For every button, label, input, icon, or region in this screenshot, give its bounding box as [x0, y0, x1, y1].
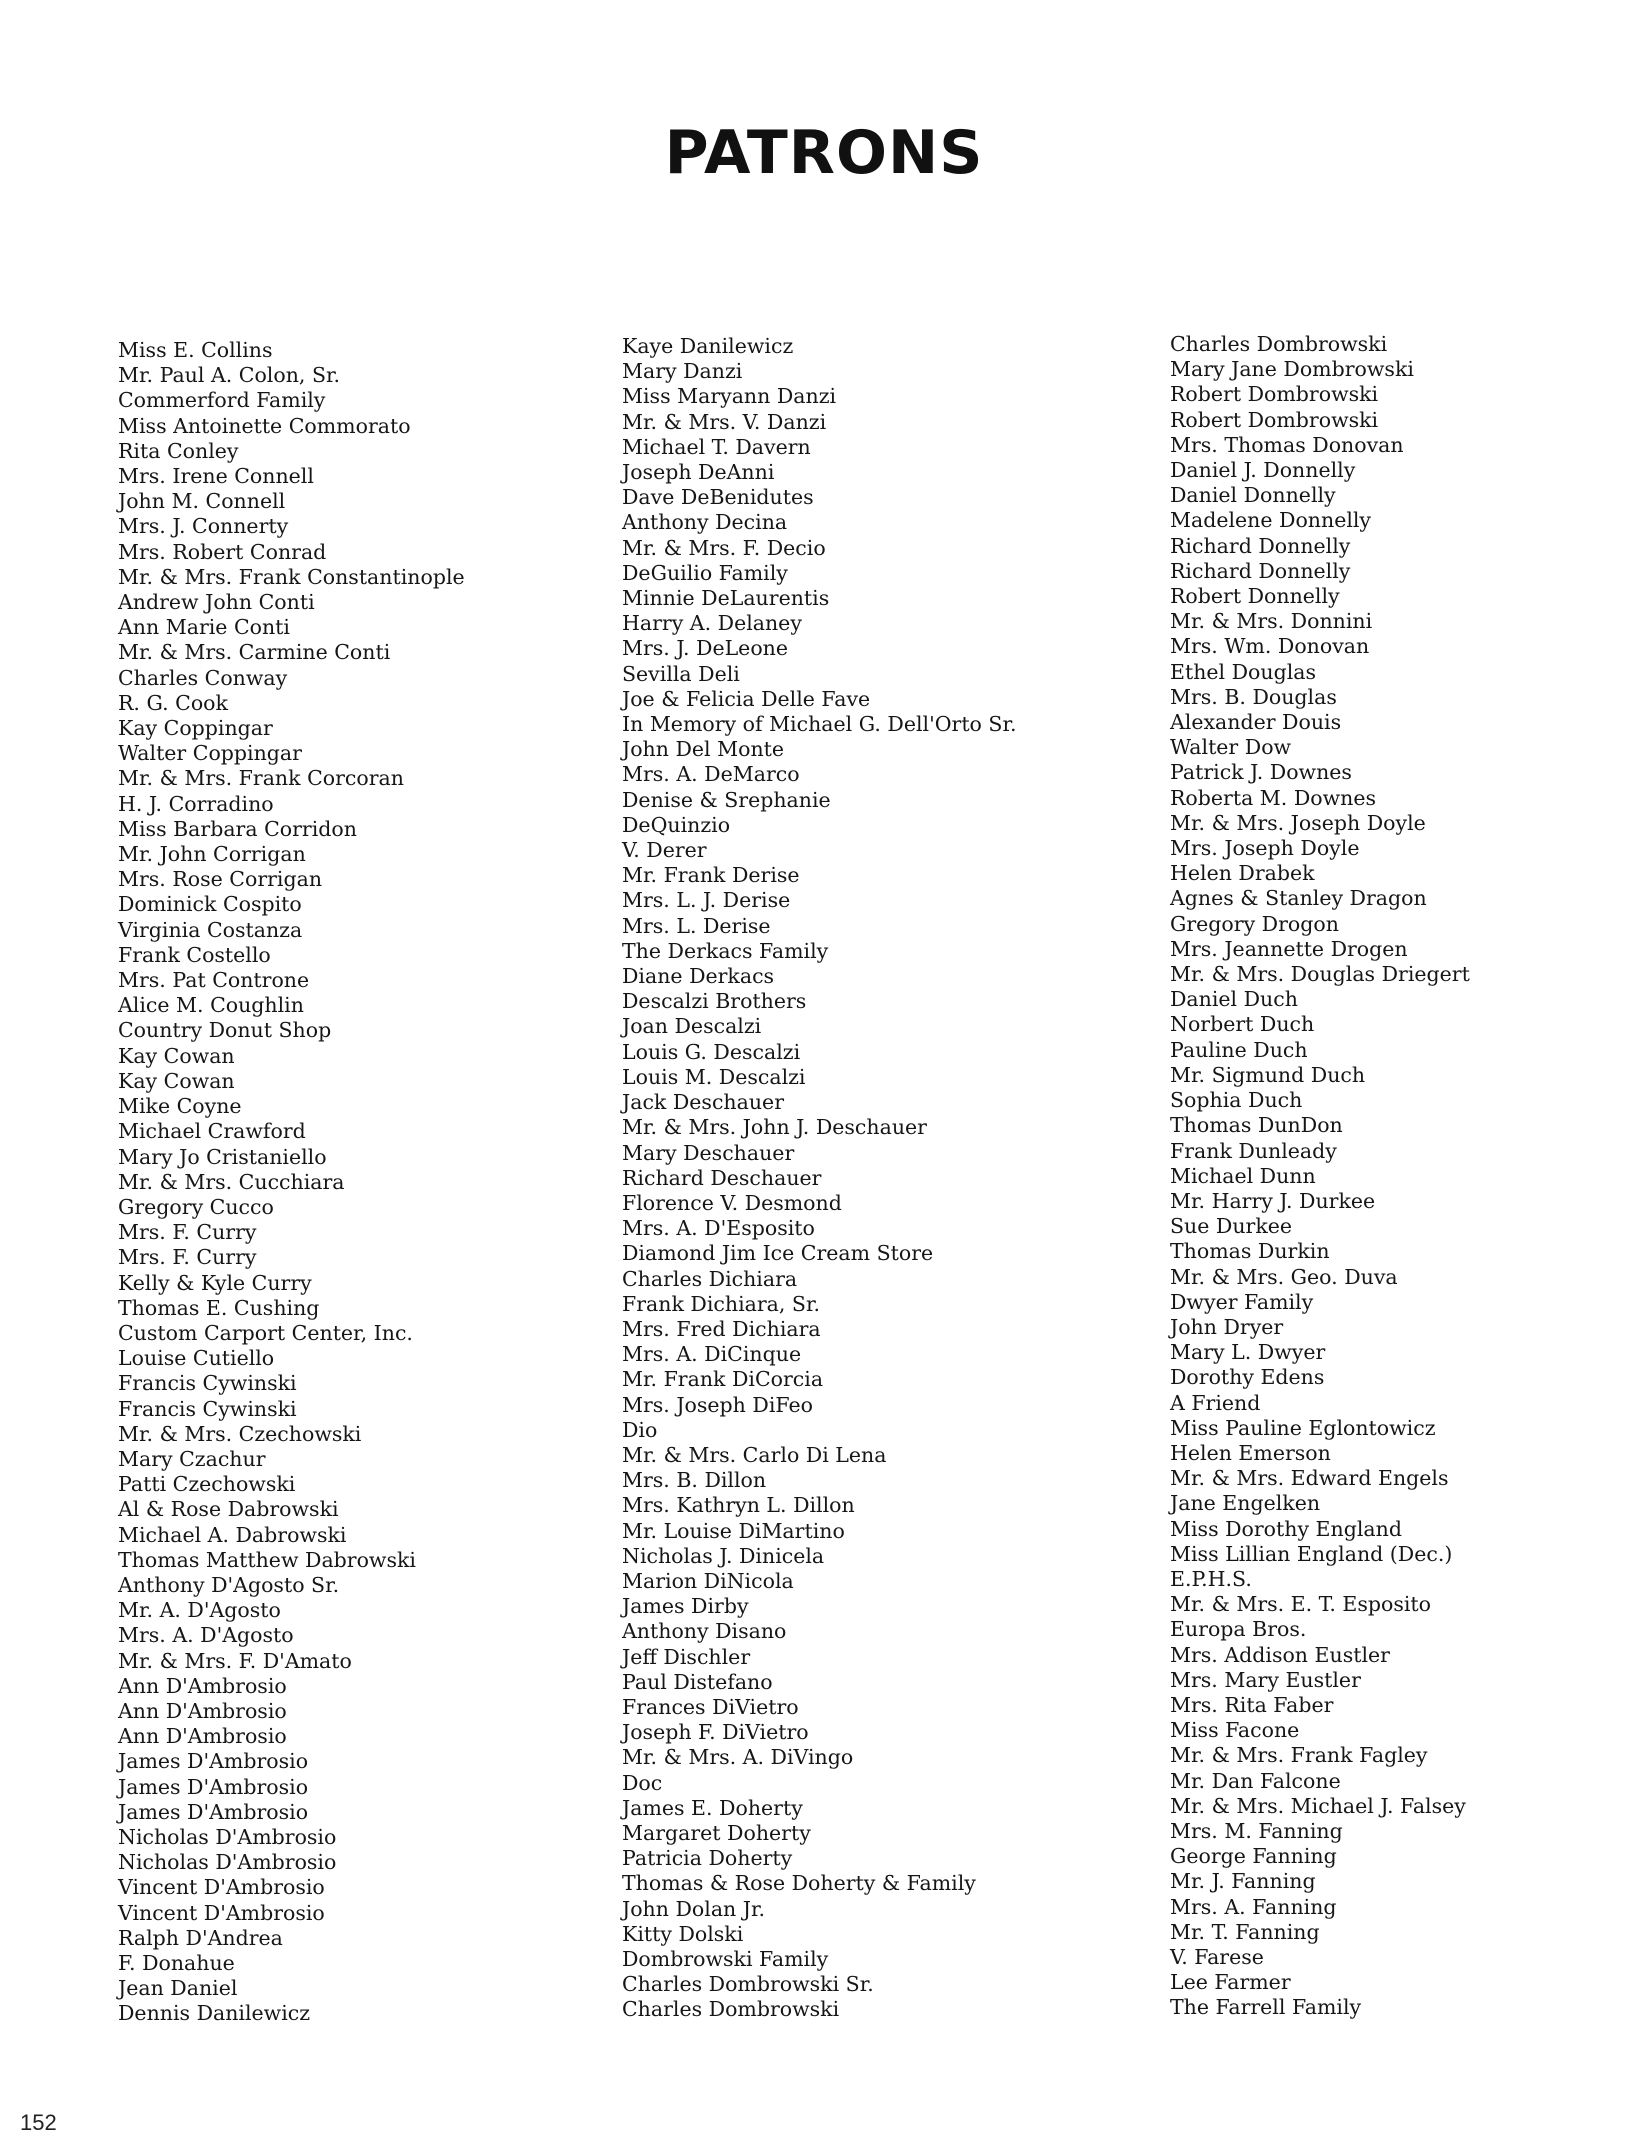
- patron-column-1: [118, 338, 465, 2027]
- patron-name: Custom Carport Center, Inc.: [118, 1320, 413, 1345]
- patron-name: Francis Cywinski: [118, 1396, 297, 1421]
- patron-column-2: [622, 334, 1017, 2023]
- patron-name: Mrs. B. Douglas: [1170, 684, 1337, 709]
- patron-name: Thomas DunDon: [1170, 1113, 1343, 1138]
- patron-name: Doc: [622, 1770, 663, 1795]
- patron-name: Miss Pauline Eglontowicz: [1170, 1415, 1436, 1440]
- patron-name: Thomas E. Cushing: [118, 1295, 320, 1320]
- patron-name: Miss Barbara Corridon: [118, 816, 357, 841]
- patron-name: Nicholas D'Ambrosio: [118, 1824, 337, 1849]
- patron-name: Anthony Decina: [622, 510, 788, 535]
- patron-name: Sue Durkee: [1170, 1214, 1293, 1239]
- patron-name: Mrs. Joseph DiFeo: [622, 1392, 813, 1417]
- patron-name: E.P.H.S.: [1170, 1566, 1252, 1591]
- patron-name: Walter Coppingar: [118, 741, 302, 766]
- patron-name: Mr. & Mrs. F. Decio: [622, 535, 826, 560]
- patron-name: Robert Dombrowski: [1170, 407, 1379, 432]
- patron-name: Michael T. Davern: [622, 434, 811, 459]
- patron-name: Mr. & Mrs. Michael J. Falsey: [1170, 1793, 1466, 1818]
- patron-name: Mrs. A. D'Agosto: [118, 1623, 294, 1648]
- patron-name: Harry A. Delaney: [622, 611, 802, 636]
- patron-name: Michael Crawford: [118, 1119, 306, 1144]
- patron-name: Mr. & Mrs. V. Danzi: [622, 409, 827, 434]
- patron-name: Ralph D'Andrea: [118, 1925, 283, 1950]
- patron-name: Mrs. Wm. Donovan: [1170, 634, 1370, 659]
- patron-name: Anthony D'Agosto Sr.: [118, 1572, 340, 1597]
- patron-name: Joseph F. DiVietro: [622, 1720, 809, 1745]
- patron-name: Mr. Dan Falcone: [1170, 1768, 1341, 1793]
- patron-name: Mr. Paul A. Colon, Sr.: [118, 363, 341, 388]
- patron-name: Descalzi Brothers: [622, 989, 807, 1014]
- patron-name: Mrs. Rita Faber: [1170, 1692, 1334, 1717]
- patron-name: Daniel Duch: [1170, 987, 1298, 1012]
- patron-name: Robert Dombrowski: [1170, 382, 1379, 407]
- patron-name: Norbert Duch: [1170, 1012, 1315, 1037]
- patron-name: Jean Daniel: [118, 1976, 238, 2001]
- patron-name: Andrew John Conti: [118, 590, 315, 615]
- patron-name: Sophia Duch: [1170, 1088, 1303, 1113]
- patron-name: Mrs. Fred Dichiara: [622, 1316, 821, 1341]
- patron-name: Mrs. J. Connerty: [118, 514, 289, 539]
- patron-name: Denise & Srephanie: [622, 787, 831, 812]
- patron-name: Mary Jo Cristaniello: [118, 1144, 327, 1169]
- patron-name: Virginia Costanza: [118, 917, 303, 942]
- patron-name: Louis M. Descalzi: [622, 1064, 806, 1089]
- patron-name: Charles Conway: [118, 665, 288, 690]
- patron-name: Michael A. Dabrowski: [118, 1522, 347, 1547]
- patron-name: Mr. & Mrs. Joseph Doyle: [1170, 810, 1426, 835]
- patron-name: Lee Farmer: [1170, 1970, 1291, 1995]
- patron-name: Mary Jane Dombrowski: [1170, 357, 1414, 382]
- patron-name: Patricia Doherty: [622, 1846, 793, 1871]
- patron-name: Charles Dichiara: [622, 1266, 798, 1291]
- patron-name: Mrs. Irene Connell: [118, 464, 314, 489]
- patron-name: Mr. Louise DiMartino: [622, 1518, 845, 1543]
- patron-name: Ann D'Ambrosio: [118, 1724, 287, 1749]
- patron-name: DeGuilio Family: [622, 560, 788, 585]
- patron-name: Commerford Family: [118, 388, 326, 413]
- patron-name: James D'Ambrosio: [118, 1774, 309, 1799]
- patron-name: Mrs. F. Curry: [118, 1220, 257, 1245]
- patron-name: Mrs. Rose Corrigan: [118, 867, 323, 892]
- patron-name: Mrs. A. Fanning: [1170, 1894, 1337, 1919]
- patron-name: Sevilla Deli: [622, 661, 740, 686]
- patron-name: Mrs. A. DeMarco: [622, 762, 800, 787]
- patron-name: The Derkacs Family: [622, 938, 829, 963]
- patron-name: John Dryer: [1170, 1314, 1284, 1339]
- patron-name: F. Donahue: [118, 1951, 235, 1975]
- patron-name: Louis G. Descalzi: [622, 1039, 801, 1064]
- patron-name: Mrs. A. D'Esposito: [622, 1216, 815, 1241]
- patron-name: R. G. Cook: [118, 690, 228, 715]
- patron-name: Kay Cowan: [118, 1043, 235, 1068]
- patron-name: Dio: [622, 1417, 658, 1442]
- patron-name: Nicholas J. Dinicela: [622, 1543, 825, 1568]
- patron-column-3: [1170, 332, 1470, 2021]
- patron-name: Mr. Harry J. Durkee: [1170, 1188, 1376, 1213]
- patron-name: George Fanning: [1170, 1844, 1337, 1869]
- patron-name: Mr. & Mrs. Carlo Di Lena: [622, 1442, 887, 1467]
- patron-name: Mr. & Mrs. A. DiVingo: [622, 1745, 854, 1770]
- patron-name: Louise Cutiello: [118, 1346, 275, 1371]
- patron-name: Rita Conley: [118, 438, 239, 463]
- patron-name: Kitty Dolski: [622, 1921, 744, 1946]
- patron-name: Mr. & Mrs. Geo. Duva: [1170, 1264, 1398, 1289]
- patron-name: Mr. & Mrs. Frank Corcoran: [118, 766, 404, 791]
- patron-name: Mary Danzi: [622, 359, 743, 384]
- patron-name: Richard Deschauer: [622, 1165, 822, 1190]
- patron-name: Ann D'Ambrosio: [118, 1698, 287, 1723]
- patron-name: Frank Dunleady: [1170, 1138, 1337, 1163]
- patron-name: James D'Ambrosio: [118, 1749, 309, 1774]
- patron-name: Thomas & Rose Doherty & Family: [622, 1871, 976, 1896]
- patron-name: Mr. & Mrs. Czechowski: [118, 1421, 362, 1446]
- patron-name: Miss Antoinette Commorato: [118, 413, 411, 438]
- patron-name: Madelene Donnelly: [1170, 508, 1372, 533]
- patron-name: Kay Coppingar: [118, 716, 273, 741]
- patron-name: Dorothy Edens: [1170, 1365, 1325, 1390]
- patron-name: V. Farese: [1170, 1945, 1264, 1969]
- patron-name: Dennis Danilewicz: [118, 2001, 311, 2026]
- patron-name: Mrs. L. Derise: [622, 913, 771, 938]
- patron-name: Alice M. Coughlin: [118, 993, 304, 1018]
- patron-name: Ann Marie Conti: [118, 615, 290, 640]
- patron-name: Thomas Durkin: [1170, 1239, 1330, 1264]
- patron-name: Frank Dichiara, Sr.: [622, 1291, 821, 1316]
- patron-name: Ethel Douglas: [1170, 659, 1317, 684]
- patron-name: Mr. John Corrigan: [118, 842, 306, 867]
- patron-name: Frances DiVietro: [622, 1694, 799, 1719]
- patron-name: Kaye Danilewicz: [622, 334, 794, 358]
- patron-name: Mary Czachur: [118, 1446, 266, 1471]
- patron-name: Vincent D'Ambrosio: [118, 1875, 325, 1900]
- patron-name: Mike Coyne: [118, 1094, 242, 1119]
- patron-name: Michael Dunn: [1170, 1163, 1316, 1188]
- patron-name: Anthony Disano: [622, 1619, 787, 1644]
- patron-name: James Dirby: [622, 1594, 749, 1619]
- patron-name: Mrs. L. J. Derise: [622, 888, 791, 913]
- patron-name: Europa Bros.: [1170, 1617, 1307, 1642]
- patron-name: Patrick J. Downes: [1170, 760, 1352, 785]
- patron-name: The Farrell Family: [1170, 1995, 1362, 2020]
- patron-name: Mr. & Mrs. Frank Fagley: [1170, 1743, 1428, 1768]
- patron-name: James D'Ambrosio: [118, 1799, 309, 1824]
- patron-name: Mary L. Dwyer: [1170, 1340, 1326, 1365]
- patron-name: Dave DeBenidutes: [622, 485, 814, 510]
- patron-name: V. Derer: [622, 838, 707, 863]
- patron-name: Walter Dow: [1170, 735, 1292, 760]
- patron-name: Mrs. Thomas Donovan: [1170, 432, 1404, 457]
- patron-name: Mrs. A. DiCinque: [622, 1342, 802, 1367]
- patron-name: Jack Deschauer: [622, 1090, 784, 1115]
- patron-name: Kay Cowan: [118, 1068, 235, 1093]
- patron-name: Miss Lillian England (Dec.): [1170, 1541, 1453, 1566]
- patron-name: Daniel J. Donnelly: [1170, 458, 1356, 483]
- patron-name: Jane Engelken: [1170, 1491, 1321, 1516]
- patron-name: Vincent D'Ambrosio: [118, 1900, 325, 1925]
- patron-name: Mrs. Kathryn L. Dillon: [622, 1493, 855, 1518]
- patron-name: Dombrowski Family: [622, 1947, 829, 1971]
- patron-name: Dominick Cospito: [118, 892, 302, 917]
- patron-name: Alexander Douis: [1170, 710, 1342, 735]
- patron-name: Joe & Felicia Delle Fave: [622, 686, 871, 711]
- patron-name: Mr. A. D'Agosto: [118, 1598, 281, 1623]
- patron-name: Mr. T. Fanning: [1170, 1919, 1320, 1944]
- patron-name: Mrs. M. Fanning: [1170, 1818, 1343, 1843]
- patron-name: Minnie DeLaurentis: [622, 586, 830, 611]
- patron-name: Ann D'Ambrosio: [118, 1673, 287, 1698]
- patron-name: Thomas Matthew Dabrowski: [118, 1547, 416, 1572]
- patron-name: Al & Rose Dabrowski: [118, 1497, 339, 1522]
- patron-name: Dwyer Family: [1170, 1289, 1314, 1314]
- patron-name: Mary Deschauer: [622, 1140, 795, 1165]
- patron-name: Kelly & Kyle Curry: [118, 1270, 312, 1295]
- patron-name: Patti Czechowski: [118, 1472, 296, 1497]
- patron-name: Diamond Jim Ice Cream Store: [622, 1241, 934, 1266]
- patron-name: Mr. & Mrs. F. D'Amato: [118, 1648, 352, 1673]
- patron-name: Mr. & Mrs. Frank Constantinople: [118, 564, 465, 589]
- patron-name: H. J. Corradino: [118, 791, 274, 816]
- patron-name: Nicholas D'Ambrosio: [118, 1850, 337, 1875]
- patron-name: Mr. J. Fanning: [1170, 1869, 1316, 1894]
- patron-name: Mrs. Jeannette Drogen: [1170, 936, 1408, 961]
- patron-name: Mr. & Mrs. Douglas Driegert: [1170, 962, 1470, 987]
- patron-name: Mrs. J. DeLeone: [622, 636, 788, 661]
- patron-name: Marion DiNicola: [622, 1568, 794, 1593]
- patron-name: Margaret Doherty: [622, 1820, 811, 1845]
- patron-name: John M. Connell: [118, 489, 286, 514]
- patron-name: Mr. Sigmund Duch: [1170, 1062, 1366, 1087]
- patron-name: Charles Dombrowski Sr.: [622, 1972, 874, 1997]
- patron-name: Joseph DeAnni: [622, 460, 775, 485]
- patron-name: Mrs. B. Dillon: [622, 1468, 767, 1493]
- patron-name: Mr. & Mrs. E. T. Esposito: [1170, 1592, 1431, 1617]
- patron-name: Mrs. Addison Eustler: [1170, 1642, 1390, 1667]
- patron-name: Mrs. Mary Eustler: [1170, 1667, 1361, 1692]
- patron-name: Charles Dombrowski: [622, 1997, 840, 2022]
- patron-name: Mr. Frank DiCorcia: [622, 1367, 824, 1392]
- patron-name: Mr. & Mrs. Cucchiara: [118, 1169, 345, 1194]
- patron-name: Miss E. Collins: [118, 338, 273, 362]
- patron-name: Diane Derkacs: [622, 964, 775, 989]
- patron-name: Richard Donnelly: [1170, 533, 1351, 558]
- patron-name: Miss Facone: [1170, 1718, 1300, 1743]
- patron-name: Mr. Frank Derise: [622, 863, 800, 888]
- patron-name: Florence V. Desmond: [622, 1190, 842, 1215]
- patron-name: James E. Doherty: [622, 1795, 803, 1820]
- patron-name: Mrs. F. Curry: [118, 1245, 257, 1270]
- patron-name: Helen Drabek: [1170, 861, 1315, 886]
- patron-name: Agnes & Stanley Dragon: [1170, 886, 1427, 911]
- patron-name: Miss Dorothy England: [1170, 1516, 1402, 1541]
- page-title: PATRONS: [664, 118, 984, 188]
- patron-name: Richard Donnelly: [1170, 558, 1351, 583]
- patron-name: Joan Descalzi: [622, 1014, 762, 1039]
- patron-name: Frank Costello: [118, 942, 271, 967]
- patron-name: A Friend: [1170, 1390, 1261, 1415]
- patron-name: Robert Donnelly: [1170, 584, 1340, 609]
- patron-name: DeQuinzio: [622, 812, 731, 837]
- patron-name: Mr. & Mrs. Donnini: [1170, 609, 1373, 634]
- patron-name: Daniel Donnelly: [1170, 483, 1336, 508]
- patron-name: Gregory Cucco: [118, 1194, 274, 1219]
- patron-name: Mrs. Joseph Doyle: [1170, 836, 1360, 861]
- patron-name: Roberta M. Downes: [1170, 785, 1377, 810]
- patron-name: In Memory of Michael G. Dell'Orto Sr.: [622, 712, 1017, 737]
- patron-name: Paul Distefano: [622, 1669, 773, 1694]
- patron-name: Charles Dombrowski: [1170, 332, 1388, 356]
- patron-name: Helen Emerson: [1170, 1440, 1331, 1465]
- patron-name: Mrs. Robert Conrad: [118, 539, 327, 564]
- patron-name: Pauline Duch: [1170, 1037, 1308, 1062]
- patron-name: John Dolan Jr.: [622, 1896, 766, 1921]
- patron-name: Mr. & Mrs. John J. Deschauer: [622, 1115, 927, 1140]
- patron-name: John Del Monte: [622, 737, 785, 762]
- patron-name: Miss Maryann Danzi: [622, 384, 837, 409]
- patron-name: Jeff Dischler: [622, 1644, 751, 1669]
- patron-name: Country Donut Shop: [118, 1018, 332, 1043]
- patron-name: Mrs. Pat Controne: [118, 968, 310, 993]
- page-number: 152: [20, 2110, 57, 2135]
- patron-name: Gregory Drogon: [1170, 911, 1339, 936]
- patron-name: Mr. & Mrs. Carmine Conti: [118, 640, 391, 665]
- patron-name: Francis Cywinski: [118, 1371, 297, 1396]
- patron-name: Mr. & Mrs. Edward Engels: [1170, 1466, 1449, 1491]
